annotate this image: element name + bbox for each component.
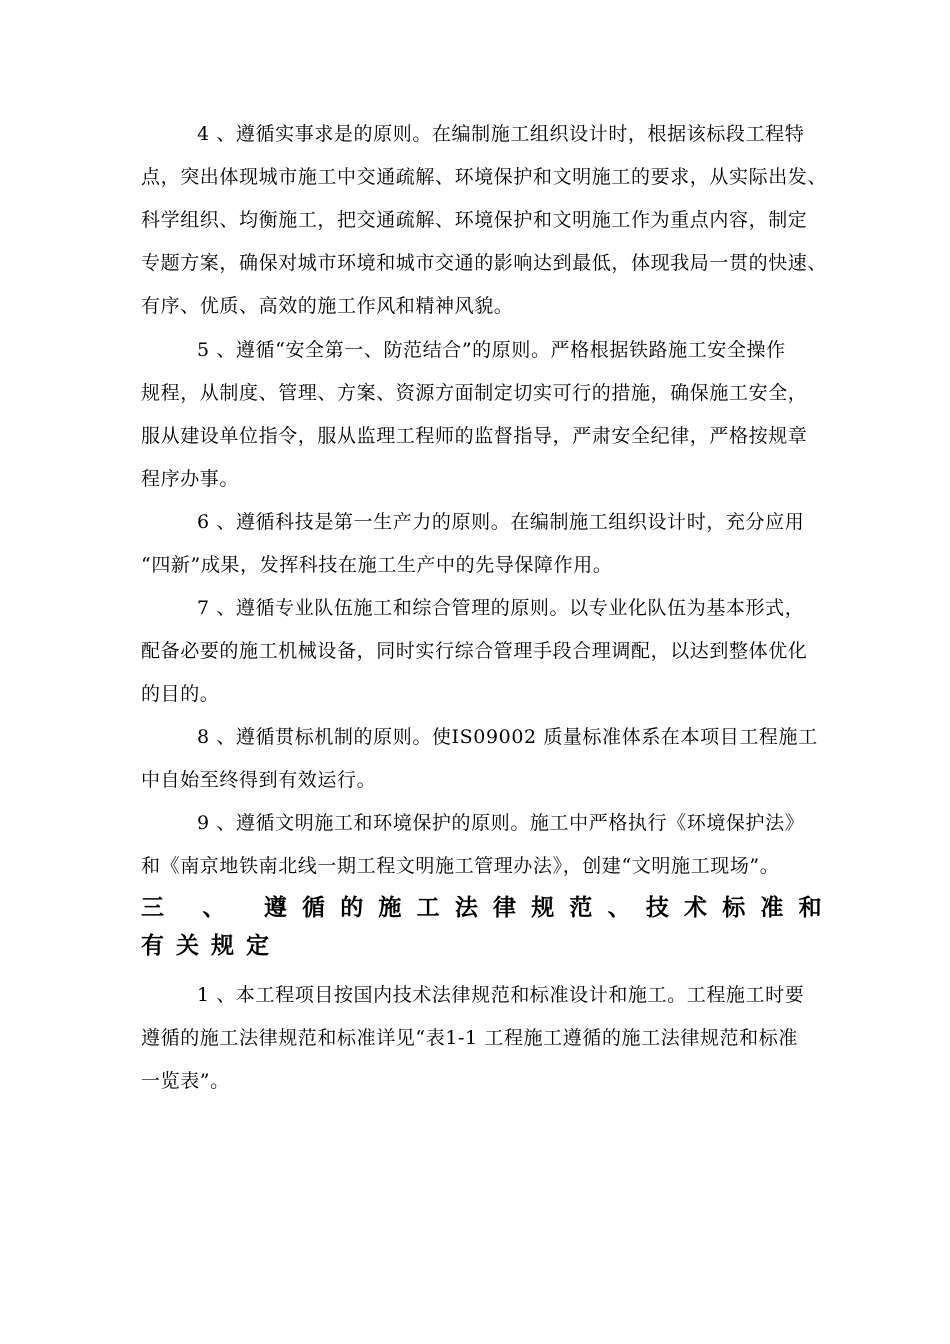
paragraph-line: 程序办事。 [141, 468, 240, 490]
paragraph-line: 和《南京地铁南北线一期工程文明施工管理办法》，创建“文明施工现场”。 [141, 855, 780, 877]
paragraph-principle-9 [141, 802, 853, 888]
paragraph-line: 有序、优质、高效的施工作风和精神风貌。 [141, 295, 514, 317]
paragraph-line: 6 、遵循科技是第一生产力的原则。在编制施工组织设计时，充分应用 [197, 511, 805, 533]
paragraph-line: 1 、本工程项目按国内技术法律规范和标准设计和施工。工程施工时要 [197, 984, 805, 1006]
paragraph-line: 4 、遵循实事求是的原则。在编制施工组织设计时，根据该标段工程特 [197, 123, 805, 145]
paragraph-principle-5 [141, 329, 853, 501]
section-heading-line: 有关规定 [141, 933, 281, 959]
paragraph-line: 规程，从制度、管理、方案、资源方面制定切实可行的措施，确保施工安全， [141, 382, 808, 404]
paragraph-line: 8 、遵循贯标机制的原则。使IS09002 质量标准体系在本项目工程施工 [197, 726, 818, 748]
paragraph-principle-6 [141, 501, 853, 587]
paragraph-section-item-1 [141, 974, 853, 1103]
paragraph-line: 的目的。 [141, 683, 220, 705]
paragraph-line: 配备必要的施工机械设备，同时实行综合管理手段合理调配，以达到整体优化 [141, 640, 808, 662]
paragraph-principle-7 [141, 587, 853, 716]
section-heading [141, 889, 853, 965]
paragraph-line: 科学组织、均衡施工，把交通疏解、环境保护和文明施工作为重点内容，制定 [141, 209, 808, 231]
paragraph-principle-4 [141, 113, 853, 328]
paragraph-principle-8 [141, 716, 853, 802]
paragraph-line: 专题方案，确保对城市环境和城市交通的影响达到最低，体现我局一贯的快速、 [141, 252, 828, 274]
paragraph-line: 一览表”。 [141, 1070, 230, 1092]
paragraph-line: 点，突出体现城市施工中交通疏解、环境保护和文明施工的要求，从实际出发、 [141, 166, 828, 188]
paragraph-line: 9 、遵循文明施工和环境保护的原则。施工中严格执行《环境保护法》 [197, 812, 805, 834]
paragraph-line: “四新”成果，发挥科技在施工生产中的先导保障作用。 [141, 554, 613, 576]
paragraph-line: 7 、遵循专业队伍施工和综合管理的原则。以专业化队伍为基本形式， [197, 597, 805, 619]
paragraph-line: 中自始至终得到有效运行。 [141, 769, 377, 791]
section-heading-line: 三 、 遵循的施工法律规范、技术标准和 [141, 895, 837, 921]
paragraph-line: 服从建设单位指令，服从监理工程师的监督指导，严肃安全纪律，严格按规章 [141, 425, 808, 447]
paragraph-line: 遵循的施工法律规范和标准详见“表1-1 工程施工遵循的施工法律规范和标准 [141, 1027, 798, 1049]
paragraph-line: 5 、遵循“安全第一、防范结合”的原则。严格根据铁路施工安全操作 [197, 339, 786, 361]
